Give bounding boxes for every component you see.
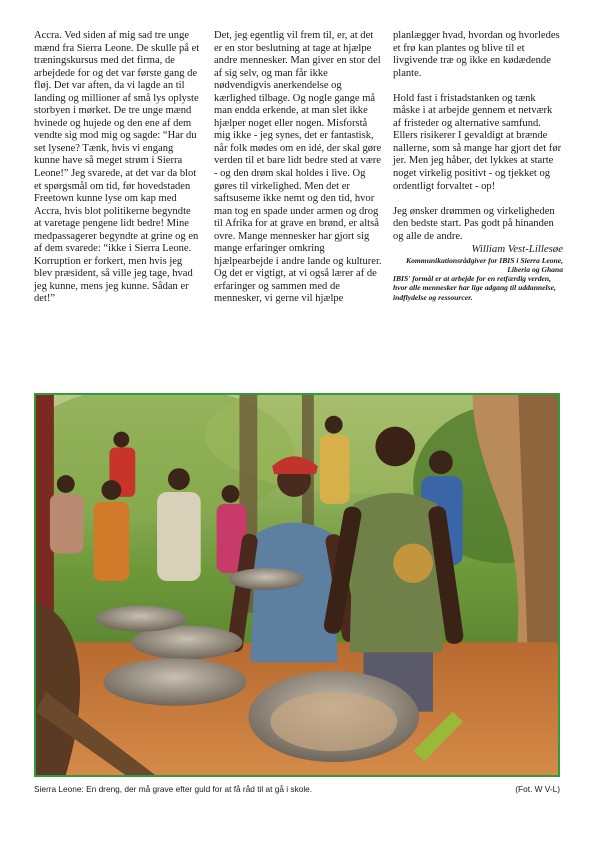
photo-caption: Sierra Leone: En dreng, der må grave efter guld for at få råd til at gå i skole. [34,784,313,794]
paragraph: planlægger hvad, hvordan og hvorledes et frø kan plantes og blive til et livgivende træ og ikke en kødædende plante. [393,30,560,79]
article-column-2 [214,30,382,306]
article-column-3 [393,30,563,302]
paragraph: Accra. Ved siden af mig sad tre unge mænd fra Sierra Leone. De skulle på et træningskursus med det firma, de arbejdede for og det var første gang de fløj. Det var aften, da vi lagde an til landing og millioner af små lys oplyste storbyen i mørket. De tre unge mænd hvinede og hujede og den ene af dem vendte sig mod mig og sagde: “Har du set lysene? Tænk, hvis vi engang kunne have så meget strøm i Sierra Leone!” Jeg svarede, at det var da blot et spørgsmål om tid, før hovedstaden Freetown kunne lyse om kap med Accra, hvis blot politikerne begyndte at varetage pengene lidt bedre! Mine medpassagerer begyndte at grine og en af dem svarede: “ikke i Sierra Leone. Korruption er forkert, men hvis jeg blev præsident, så ville jeg tage, hvad jeg kunne, mens jeg kunne. Sådan er det!” [34,30,200,305]
article-column-1 [34,30,200,306]
photo-caption-row [34,784,560,794]
paragraph: Hold fast i fristadstanken og tænk måske i at arbejde gennem et netværk af fristeder og alternative samfund. Ellers risikerer I gevaldigt at brænde nallerne, som så mange har gjort det før jer. Men jeg håber, det lykkes at starte noget virkelig positivt - og tjekket og ordentligt forvaltet - op! [393,92,562,192]
signature: William Vest-Lillesøe [471,243,563,256]
ibis-note: IBIS' formål er at arbejde for en retfærdig verden, hvor alle mennesker har lige adgang til uddannelse, indflydelse og ressourcer. [393,274,556,302]
photo-illustration [36,395,558,775]
photo-credit: (Fot. W V-L) [515,784,560,794]
author-role: Kommunikationsrådgiver for IBIS i Sierra Leone, Liberia og Ghana [406,255,563,274]
paragraph: Det, jeg egentlig vil frem til, er, at det er en stor beslutning at tage at hjælpe andre mennesker. Man giver en stor del af sig selv, og man får ikke nødvendigvis anerkendelse og kærlighed tilbage. Og nogle gange må man endda erkende, at man slet ikke hjælper noget eller nogen. Misforstå mig ikke - jeg synes, det er fantastisk, når folk mødes om en idé, der skal gøre verden til et bare lidt bedre sted at være - og den drøm skal holdes i live. Og gøres til virkelighed. Men det er saftsuseme ikke nemt og den tid, hvor man tog en spade under armen og drog til Afrika for at grave en brønd, er altså ovre. Mange mennesker har gjort sig mange erfaringer omkring hjælpearbejde i andre lande og kulturer. Og det er vigtigt, at vi også lærer af de erfaringer og sammen med de mennesker, vi gerne vil hjælpe [214,30,382,305]
paragraph: Jeg ønsker drømmen og virkeligheden den bedste start. Pas godt på hinanden og alle de andre. [393,205,555,242]
photo-gold-miners [34,393,560,777]
